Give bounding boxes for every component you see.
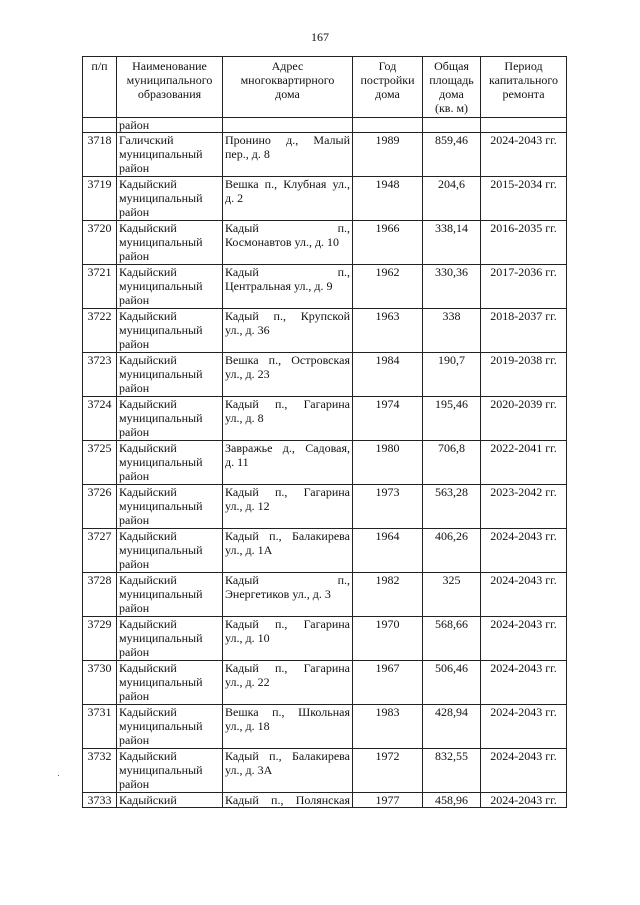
- address-line: Вешка п., Островская: [225, 353, 350, 367]
- address-line: пер., д. 8: [225, 147, 270, 161]
- municipality-line: муниципальный: [119, 191, 203, 205]
- municipality-line: муниципальный: [119, 675, 203, 689]
- continued-address: [223, 118, 353, 133]
- cell-municipality: [117, 133, 223, 177]
- cell-num: 3727: [83, 529, 117, 573]
- cell-year: 1962: [353, 265, 423, 309]
- cell-period: 2024-2043 гг.: [481, 705, 567, 749]
- cell-num: 3729: [83, 617, 117, 661]
- cell-municipality: [117, 441, 223, 485]
- continued-num: [83, 118, 117, 133]
- cell-period: 2024-2043 гг.: [481, 749, 567, 793]
- header-num: п/п: [83, 57, 117, 118]
- cell-num: 3722: [83, 309, 117, 353]
- municipality-line: район: [119, 293, 150, 307]
- cell-municipality: [117, 485, 223, 529]
- municipality-line: район: [119, 161, 150, 175]
- municipality-line: муниципальный: [119, 543, 203, 557]
- address-line: Кадый п., Полянская: [225, 793, 350, 807]
- cell-year: 1970: [353, 617, 423, 661]
- municipality-line: район: [119, 513, 150, 527]
- municipality-line: Кадыйский: [119, 749, 177, 763]
- cell-area: 563,28: [423, 485, 481, 529]
- table-row: [83, 573, 567, 617]
- cell-year: 1977: [353, 793, 423, 808]
- municipality-line: Кадыйский: [119, 485, 177, 499]
- table-header-row: [83, 57, 567, 118]
- cell-num: 3721: [83, 265, 117, 309]
- municipality-line: Кадыйский: [119, 661, 177, 675]
- cell-municipality: [117, 749, 223, 793]
- table-row: [83, 177, 567, 221]
- cell-address: [223, 793, 353, 808]
- cell-municipality: [117, 177, 223, 221]
- table-row: [83, 485, 567, 529]
- table-body: [83, 118, 567, 808]
- municipality-line: район: [119, 205, 150, 219]
- municipality-line: Кадыйский: [119, 793, 177, 807]
- municipality-line: Кадыйский: [119, 529, 177, 543]
- cell-num: 3724: [83, 397, 117, 441]
- cell-year: 1973: [353, 485, 423, 529]
- address-line: ул., д. 10: [225, 631, 270, 645]
- continued-municipality: район: [117, 118, 223, 133]
- cell-period: 2020-2039 гг.: [481, 397, 567, 441]
- cell-address: [223, 177, 353, 221]
- table-row: [83, 617, 567, 661]
- municipality-line: муниципальный: [119, 587, 203, 601]
- cell-num: 3732: [83, 749, 117, 793]
- cell-period: 2024-2043 гг.: [481, 529, 567, 573]
- municipality-line: муниципальный: [119, 631, 203, 645]
- address-line: Космонавтов ул., д. 10: [225, 235, 340, 249]
- address-line: Кадый п., Балакирева: [225, 749, 350, 763]
- cell-num: 3730: [83, 661, 117, 705]
- cell-year: 1983: [353, 705, 423, 749]
- municipality-line: Кадыйский: [119, 397, 177, 411]
- cell-year: 1972: [353, 749, 423, 793]
- cell-year: 1980: [353, 441, 423, 485]
- cell-period: 2017-2036 гг.: [481, 265, 567, 309]
- header-year: Год постройки дома: [353, 57, 423, 118]
- cell-area: 406,26: [423, 529, 481, 573]
- cell-address: [223, 309, 353, 353]
- cell-address: [223, 397, 353, 441]
- cell-area: 204,6: [423, 177, 481, 221]
- cell-municipality: [117, 353, 223, 397]
- municipality-line: Кадыйский: [119, 573, 177, 587]
- cell-area: 338,14: [423, 221, 481, 265]
- cell-num: 3733: [83, 793, 117, 808]
- header-period: Период капитального ремонта: [481, 57, 567, 118]
- continued-area: [423, 118, 481, 133]
- cell-municipality: [117, 221, 223, 265]
- municipality-line: Кадыйский: [119, 221, 177, 235]
- address-line: Кадый п., Гагарина: [225, 397, 350, 411]
- continued-period: [481, 118, 567, 133]
- municipality-line: Кадыйский: [119, 265, 177, 279]
- header-area: Общая площадь дома (кв. м): [423, 57, 481, 118]
- cell-municipality: [117, 265, 223, 309]
- address-line: Кадый п., Крупской: [225, 309, 350, 323]
- cell-municipality: [117, 397, 223, 441]
- municipality-line: Кадыйский: [119, 441, 177, 455]
- cell-municipality: [117, 661, 223, 705]
- cell-area: 195,46: [423, 397, 481, 441]
- cell-num: 3723: [83, 353, 117, 397]
- address-line: Кадый п.,: [225, 221, 350, 235]
- cell-num: 3731: [83, 705, 117, 749]
- cell-address: [223, 441, 353, 485]
- address-line: ул., д. 36: [225, 323, 270, 337]
- cell-period: 2024-2043 гг.: [481, 793, 567, 808]
- municipality-line: муниципальный: [119, 719, 203, 733]
- cell-area: 338: [423, 309, 481, 353]
- municipality-line: район: [119, 381, 150, 395]
- cell-num: 3719: [83, 177, 117, 221]
- table-row: [83, 661, 567, 705]
- address-line: Кадый п.,: [225, 573, 350, 587]
- municipality-line: Галичский: [119, 133, 174, 147]
- municipality-line: муниципальный: [119, 455, 203, 469]
- address-line: Кадый п.,: [225, 265, 350, 279]
- cell-address: [223, 265, 353, 309]
- cell-address: [223, 617, 353, 661]
- cell-period: 2018-2037 гг.: [481, 309, 567, 353]
- table-row: [83, 749, 567, 793]
- header-address: Адрес многоквартирного дома: [223, 57, 353, 118]
- address-line: Центральная ул., д. 9: [225, 279, 333, 293]
- cell-address: [223, 221, 353, 265]
- cell-area: 190,7: [423, 353, 481, 397]
- address-line: ул., д. 3А: [225, 763, 273, 777]
- cell-period: 2024-2043 гг.: [481, 661, 567, 705]
- continued-year: [353, 118, 423, 133]
- cell-address: [223, 133, 353, 177]
- municipality-line: муниципальный: [119, 367, 203, 381]
- table-row: [83, 529, 567, 573]
- cell-period: 2016-2035 гг.: [481, 221, 567, 265]
- address-line: ул., д. 18: [225, 719, 270, 733]
- cell-address: [223, 573, 353, 617]
- municipality-line: район: [119, 249, 150, 263]
- table-row: [83, 441, 567, 485]
- cell-num: 3718: [83, 133, 117, 177]
- municipality-line: муниципальный: [119, 763, 203, 777]
- municipality-line: Кадыйский: [119, 617, 177, 631]
- cell-address: [223, 749, 353, 793]
- cell-year: 1967: [353, 661, 423, 705]
- table-row: [83, 265, 567, 309]
- cell-num: 3726: [83, 485, 117, 529]
- table-row: [83, 353, 567, 397]
- address-line: д. 2: [225, 191, 244, 205]
- address-line: Кадый п., Гагарина: [225, 661, 350, 675]
- table-row: [83, 309, 567, 353]
- cell-area: 859,46: [423, 133, 481, 177]
- cell-area: 428,94: [423, 705, 481, 749]
- scan-speck: [58, 775, 59, 776]
- municipality-line: муниципальный: [119, 147, 203, 161]
- cell-address: [223, 485, 353, 529]
- address-line: ул., д. 22: [225, 675, 270, 689]
- cell-year: 1989: [353, 133, 423, 177]
- cell-period: 2023-2042 гг.: [481, 485, 567, 529]
- municipality-line: Кадыйский: [119, 353, 177, 367]
- municipality-line: Кадыйский: [119, 177, 177, 191]
- cell-area: 832,55: [423, 749, 481, 793]
- municipality-line: муниципальный: [119, 411, 203, 425]
- address-line: ул., д. 23: [225, 367, 270, 381]
- cell-year: 1948: [353, 177, 423, 221]
- municipality-line: район: [119, 469, 150, 483]
- cell-address: [223, 705, 353, 749]
- cell-municipality: [117, 705, 223, 749]
- cell-year: 1974: [353, 397, 423, 441]
- cell-num: 3725: [83, 441, 117, 485]
- cell-period: 2024-2043 гг.: [481, 573, 567, 617]
- address-line: Кадый п., Балакирева: [225, 529, 350, 543]
- address-line: Кадый п., Гагарина: [225, 485, 350, 499]
- continued-row: [83, 118, 567, 133]
- cell-period: 2024-2043 гг.: [481, 133, 567, 177]
- records-table: [82, 56, 567, 808]
- cell-address: [223, 529, 353, 573]
- cell-municipality: [117, 793, 223, 808]
- municipality-line: Кадыйский: [119, 705, 177, 719]
- header-municipality: Наименование муниципального образования: [117, 57, 223, 118]
- municipality-line: муниципальный: [119, 235, 203, 249]
- address-line: Кадый п., Гагарина: [225, 617, 350, 631]
- municipality-line: район: [119, 425, 150, 439]
- address-line: ул., д. 1А: [225, 543, 273, 557]
- cell-address: [223, 661, 353, 705]
- cell-period: 2015-2034 гг.: [481, 177, 567, 221]
- address-line: Энергетиков ул., д. 3: [225, 587, 331, 601]
- cell-period: 2024-2043 гг.: [481, 617, 567, 661]
- table-row: [83, 133, 567, 177]
- cell-year: 1984: [353, 353, 423, 397]
- cell-num: 3728: [83, 573, 117, 617]
- cell-municipality: [117, 573, 223, 617]
- municipality-line: район: [119, 689, 150, 703]
- cell-year: 1963: [353, 309, 423, 353]
- address-line: д. 11: [225, 455, 249, 469]
- municipality-line: район: [119, 733, 150, 747]
- address-line: ул., д. 12: [225, 499, 270, 513]
- address-line: Вешка п., Школьная: [225, 705, 350, 719]
- cell-municipality: [117, 529, 223, 573]
- cell-period: 2019-2038 гг.: [481, 353, 567, 397]
- cell-area: 330,36: [423, 265, 481, 309]
- page-number: 167: [311, 30, 329, 44]
- municipality-line: район: [119, 645, 150, 659]
- address-line: ул., д. 8: [225, 411, 264, 425]
- cell-area: 506,46: [423, 661, 481, 705]
- cell-municipality: [117, 309, 223, 353]
- cell-municipality: [117, 617, 223, 661]
- address-line: Пронино д., Малый: [225, 133, 350, 147]
- municipality-line: район: [119, 601, 150, 615]
- cell-area: 568,66: [423, 617, 481, 661]
- cell-year: 1966: [353, 221, 423, 265]
- cell-num: 3720: [83, 221, 117, 265]
- municipality-line: район: [119, 777, 150, 791]
- table-row: [83, 705, 567, 749]
- cell-year: 1982: [353, 573, 423, 617]
- municipality-line: муниципальный: [119, 323, 203, 337]
- cell-year: 1964: [353, 529, 423, 573]
- municipality-line: муниципальный: [119, 499, 203, 513]
- table-row: [83, 793, 567, 808]
- municipality-line: район: [119, 557, 150, 571]
- table-row: [83, 397, 567, 441]
- table-row: [83, 221, 567, 265]
- cell-area: 325: [423, 573, 481, 617]
- municipality-line: район: [119, 337, 150, 351]
- address-line: Вешка п., Клубная ул.,: [225, 177, 350, 191]
- cell-address: [223, 353, 353, 397]
- cell-period: 2022-2041 гг.: [481, 441, 567, 485]
- address-line: Завражье д., Садовая,: [225, 441, 350, 455]
- cell-area: 458,96: [423, 793, 481, 808]
- cell-area: 706,8: [423, 441, 481, 485]
- municipality-line: Кадыйский: [119, 309, 177, 323]
- municipality-line: муниципальный: [119, 279, 203, 293]
